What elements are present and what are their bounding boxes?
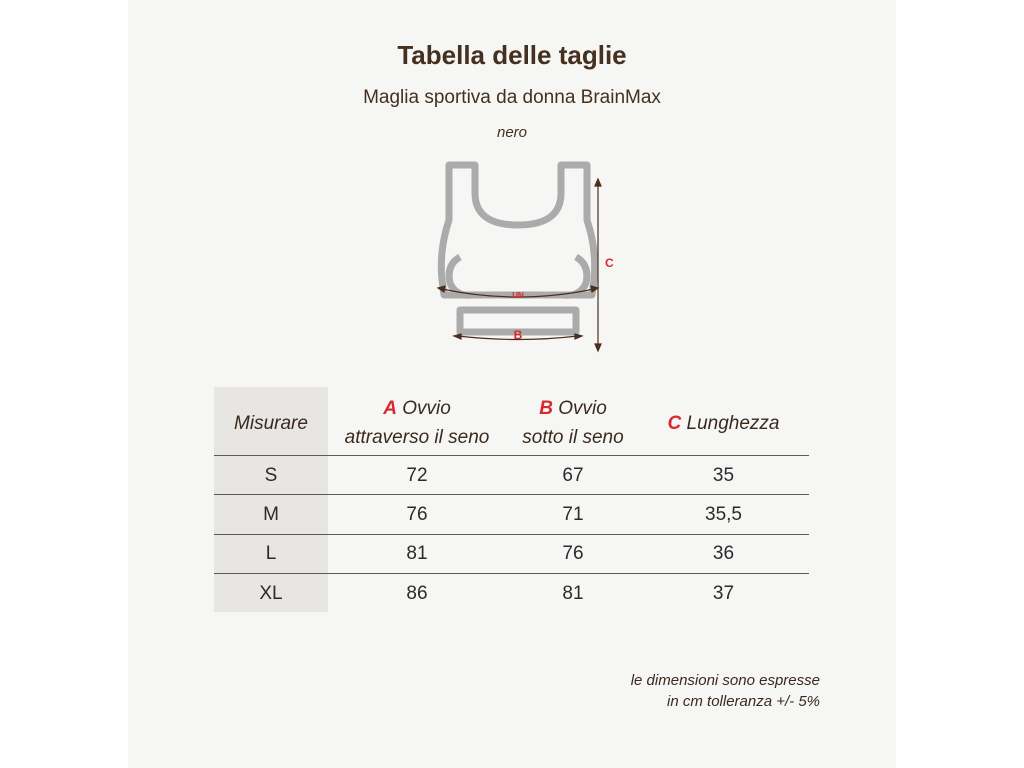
header-a-letter: A <box>383 398 397 419</box>
size-chart-card <box>128 0 896 768</box>
measure-c-cell: 35,5 <box>705 504 742 525</box>
measure-a-cell: 72 <box>406 465 428 486</box>
header-misurare: Misurare <box>234 412 308 434</box>
garment-seam-left <box>449 257 472 295</box>
measure-a-cell: 86 <box>406 583 428 604</box>
measure-c-label: C <box>605 256 614 270</box>
measure-a-cell: 76 <box>406 504 428 525</box>
garment-seam-right <box>564 257 587 295</box>
tolerance-note: le dimensioni sono espresse in cm tolleranza +/- 5% <box>630 672 820 710</box>
measure-b-cell: 76 <box>562 543 584 564</box>
size-cell: S <box>264 465 278 486</box>
measure-c-cell: 35 <box>712 465 735 486</box>
header-c: C Lunghezza <box>667 412 780 434</box>
product-subtitle: Maglia sportiva da donna BrainMax <box>363 87 661 108</box>
sports-bra-diagram <box>428 155 748 360</box>
header-a: A Ovvio attraverso il seno <box>344 398 490 448</box>
size-cell: L <box>265 543 277 564</box>
garment-body <box>441 165 594 295</box>
header-c-letter: C <box>667 412 682 434</box>
measure-b-cell: 81 <box>562 583 584 604</box>
measure-b-label: B <box>513 328 523 342</box>
measure-c-cell: 36 <box>712 543 735 564</box>
measure-a-cell: 81 <box>406 543 428 564</box>
size-cell: M <box>263 504 279 525</box>
size-cell: XL <box>259 583 283 604</box>
measure-b-cell: 71 <box>562 504 584 525</box>
measure-a-label: UN <box>512 291 524 300</box>
garment-outline <box>441 165 594 332</box>
header-b: B Ovvio sotto il seno <box>522 398 624 448</box>
product-color: nero <box>496 124 528 141</box>
page-title: Tabella delle taglie <box>397 40 627 70</box>
measure-c-cell: 37 <box>712 583 735 604</box>
header-b-letter: B <box>539 398 553 419</box>
measure-b-cell: 67 <box>562 465 584 486</box>
